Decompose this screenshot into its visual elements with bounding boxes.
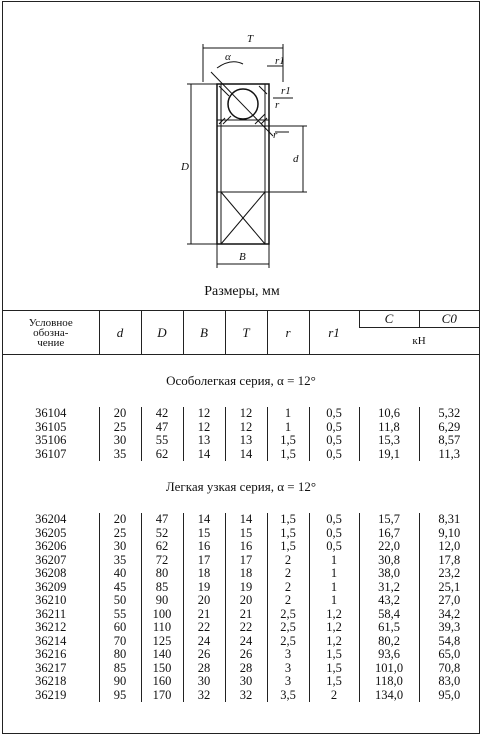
table-cell: 2 bbox=[267, 554, 309, 568]
header-T: T bbox=[225, 311, 267, 355]
table-cell: 8,57 bbox=[419, 434, 479, 448]
table-cell: 1,2 bbox=[309, 635, 359, 649]
table-cell: 62 bbox=[141, 540, 183, 554]
table-row bbox=[3, 527, 479, 541]
table-cell: 31,2 bbox=[359, 581, 419, 595]
table-cell: 72 bbox=[141, 554, 183, 568]
cell-designation: 36204 bbox=[35, 512, 67, 527]
dim-label-r-low: r bbox=[273, 129, 278, 141]
table-cell: 140 bbox=[141, 648, 183, 662]
table-cell: 30 bbox=[225, 675, 267, 689]
cell-designation: 36207 bbox=[35, 552, 67, 567]
table-cell: 21 bbox=[183, 608, 225, 622]
table-cell: 58,4 bbox=[359, 608, 419, 622]
table-cell: 160 bbox=[141, 675, 183, 689]
table-cell: 125 bbox=[141, 635, 183, 649]
table-cell: 25,1 bbox=[419, 581, 479, 595]
table-cell: 28 bbox=[225, 662, 267, 676]
table-row bbox=[3, 675, 479, 689]
table-cell: 55 bbox=[141, 434, 183, 448]
cell-designation: 36206 bbox=[35, 539, 67, 554]
table-cell: 6,29 bbox=[419, 421, 479, 435]
table-cell: 95 bbox=[99, 689, 141, 703]
cell-designation: 36208 bbox=[35, 566, 67, 581]
table-cell: 1 bbox=[309, 581, 359, 595]
table-cell: 1,5 bbox=[267, 527, 309, 541]
cell-designation: 36209 bbox=[35, 579, 67, 594]
table-cell: 27,0 bbox=[419, 594, 479, 608]
cell-designation: 36105 bbox=[35, 419, 67, 434]
bearing-table bbox=[3, 310, 479, 702]
table-cell: 24 bbox=[225, 635, 267, 649]
cell-designation: 36214 bbox=[35, 633, 67, 648]
dim-label-T: T bbox=[247, 33, 254, 45]
table-row bbox=[3, 421, 479, 435]
table-cell: 1,2 bbox=[309, 621, 359, 635]
table-cell: 12 bbox=[183, 421, 225, 435]
table-cell: 19 bbox=[225, 581, 267, 595]
table-row bbox=[3, 608, 479, 622]
table-row bbox=[3, 554, 479, 568]
table-cell: 20 bbox=[99, 513, 141, 527]
table-cell: 62 bbox=[141, 448, 183, 462]
table-cell: 17,8 bbox=[419, 554, 479, 568]
table-cell: 0,5 bbox=[309, 434, 359, 448]
table-cell: 2,5 bbox=[267, 635, 309, 649]
table-cell: 17 bbox=[183, 554, 225, 568]
table-cell: 18 bbox=[183, 567, 225, 581]
table-cell: 23,2 bbox=[419, 567, 479, 581]
table-cell: 15,7 bbox=[359, 513, 419, 527]
table-cell: 19,1 bbox=[359, 448, 419, 462]
header-D: D bbox=[141, 311, 183, 355]
table-cell: 61,5 bbox=[359, 621, 419, 635]
table-cell: 25 bbox=[99, 421, 141, 435]
header-designation bbox=[3, 311, 99, 355]
table-cell: 3,5 bbox=[267, 689, 309, 703]
table-cell: 34,2 bbox=[419, 608, 479, 622]
table-cell: 70,8 bbox=[419, 662, 479, 676]
table-cell: 1,2 bbox=[309, 608, 359, 622]
table-cell: 35 bbox=[99, 554, 141, 568]
table-row bbox=[3, 448, 479, 462]
table-cell: 12 bbox=[225, 407, 267, 421]
dim-label-r1-side: r1 bbox=[281, 85, 291, 97]
table-cell: 16,7 bbox=[359, 527, 419, 541]
table-cell: 11,3 bbox=[419, 448, 479, 462]
table-cell: 26 bbox=[183, 648, 225, 662]
table-cell: 85 bbox=[99, 662, 141, 676]
table-cell: 90 bbox=[141, 594, 183, 608]
header-designation-line-1: Условное bbox=[28, 316, 73, 329]
table-cell: 0,5 bbox=[309, 421, 359, 435]
cell-designation: 36218 bbox=[35, 674, 67, 689]
table-cell: 83,0 bbox=[419, 675, 479, 689]
header-d: d bbox=[99, 311, 141, 355]
table-cell: 1,5 bbox=[267, 434, 309, 448]
table-cell: 2,5 bbox=[267, 621, 309, 635]
table-cell: 19 bbox=[183, 581, 225, 595]
header-C0: C0 bbox=[419, 311, 479, 328]
table-row bbox=[3, 567, 479, 581]
dim-label-B: B bbox=[239, 251, 246, 263]
table-cell: 134,0 bbox=[359, 689, 419, 703]
table-cell: 22 bbox=[225, 621, 267, 635]
table-cell: 0,5 bbox=[309, 540, 359, 554]
table-cell: 20 bbox=[99, 407, 141, 421]
table-cell: 100 bbox=[141, 608, 183, 622]
table-cell: 0,5 bbox=[309, 527, 359, 541]
dim-label-r1-top: r1 bbox=[275, 55, 285, 67]
table-cell: 30 bbox=[183, 675, 225, 689]
table-cell: 1,5 bbox=[309, 648, 359, 662]
figure-caption: Размеры, мм bbox=[204, 284, 280, 299]
table-cell: 1,5 bbox=[309, 675, 359, 689]
table-cell: 0,5 bbox=[309, 448, 359, 462]
table-cell: 93,6 bbox=[359, 648, 419, 662]
table-cell: 12 bbox=[225, 421, 267, 435]
table-cell: 54,8 bbox=[419, 635, 479, 649]
table-cell: 15 bbox=[183, 527, 225, 541]
table-cell: 1,5 bbox=[267, 448, 309, 462]
table-cell: 14 bbox=[225, 448, 267, 462]
table-cell: 14 bbox=[183, 513, 225, 527]
table-cell: 1 bbox=[309, 567, 359, 581]
table-cell: 1 bbox=[267, 407, 309, 421]
header-r: r bbox=[267, 311, 309, 355]
table-cell: 13 bbox=[183, 434, 225, 448]
header-unit-kn: кН bbox=[359, 328, 479, 355]
table-cell: 43,2 bbox=[359, 594, 419, 608]
table-cell: 95,0 bbox=[419, 689, 479, 703]
table-cell: 3 bbox=[267, 662, 309, 676]
table-row bbox=[3, 635, 479, 649]
cell-designation: 35106 bbox=[35, 433, 67, 448]
table-cell: 2 bbox=[309, 689, 359, 703]
table-cell: 0,5 bbox=[309, 513, 359, 527]
header-designation-line-2: обозна- bbox=[33, 326, 69, 339]
table-cell: 52 bbox=[141, 527, 183, 541]
table-cell: 45 bbox=[99, 581, 141, 595]
table-cell: 14 bbox=[183, 448, 225, 462]
table-cell: 11,8 bbox=[359, 421, 419, 435]
table-cell: 20 bbox=[183, 594, 225, 608]
table-cell: 8,31 bbox=[419, 513, 479, 527]
dim-label-D: D bbox=[181, 161, 189, 173]
table-cell: 42 bbox=[141, 407, 183, 421]
page-frame bbox=[2, 1, 480, 734]
table-cell: 50 bbox=[99, 594, 141, 608]
table-cell: 40 bbox=[99, 567, 141, 581]
table-cell: 1 bbox=[309, 594, 359, 608]
cell-designation: 36211 bbox=[35, 606, 67, 621]
table-cell: 30,8 bbox=[359, 554, 419, 568]
table-cell: 30 bbox=[99, 540, 141, 554]
table-cell: 1,5 bbox=[267, 540, 309, 554]
header-designation-line-3: чение bbox=[37, 336, 65, 349]
table-row bbox=[3, 621, 479, 635]
cell-designation: 36219 bbox=[35, 687, 67, 702]
table-cell: 32 bbox=[225, 689, 267, 703]
table-cell: 47 bbox=[141, 513, 183, 527]
table-row bbox=[3, 540, 479, 554]
table-row bbox=[3, 648, 479, 662]
table-cell: 25 bbox=[99, 527, 141, 541]
dim-label-d: d bbox=[293, 153, 299, 165]
table-cell: 170 bbox=[141, 689, 183, 703]
header-B: B bbox=[183, 311, 225, 355]
table-cell: 18 bbox=[225, 567, 267, 581]
table-cell: 80 bbox=[141, 567, 183, 581]
table-cell: 55 bbox=[99, 608, 141, 622]
table-cell: 150 bbox=[141, 662, 183, 676]
bearing-drawing bbox=[3, 2, 481, 310]
bearing-diagram bbox=[3, 2, 481, 302]
angle-label-alpha: α bbox=[225, 51, 231, 63]
table-cell: 24 bbox=[183, 635, 225, 649]
dim-label-r-mid: r bbox=[275, 99, 280, 111]
series-title: Особолегкая серия, α = 12° bbox=[166, 373, 316, 388]
table-cell: 30 bbox=[99, 434, 141, 448]
table-cell: 1 bbox=[267, 421, 309, 435]
table-cell: 65,0 bbox=[419, 648, 479, 662]
cell-designation: 36210 bbox=[35, 593, 67, 608]
table-cell: 80 bbox=[99, 648, 141, 662]
table-cell: 13 bbox=[225, 434, 267, 448]
cell-designation: 36212 bbox=[35, 620, 67, 635]
table-cell: 90 bbox=[99, 675, 141, 689]
table-cell: 3 bbox=[267, 648, 309, 662]
table-row bbox=[3, 434, 479, 448]
table-cell: 12 bbox=[183, 407, 225, 421]
cell-designation: 36216 bbox=[35, 647, 67, 662]
table-cell: 2 bbox=[267, 581, 309, 595]
table-cell: 38,0 bbox=[359, 567, 419, 581]
table-body bbox=[3, 355, 479, 703]
table-cell: 22 bbox=[183, 621, 225, 635]
table-row bbox=[3, 662, 479, 676]
table-cell: 20 bbox=[225, 594, 267, 608]
table-cell: 17 bbox=[225, 554, 267, 568]
table-cell: 15,3 bbox=[359, 434, 419, 448]
table-cell: 110 bbox=[141, 621, 183, 635]
table-row bbox=[3, 407, 479, 421]
table-cell: 14 bbox=[225, 513, 267, 527]
series-title: Легкая узкая серия, α = 12° bbox=[165, 479, 317, 494]
table-cell: 16 bbox=[225, 540, 267, 554]
table-cell: 10,6 bbox=[359, 407, 419, 421]
table-cell: 35 bbox=[99, 448, 141, 462]
table-cell: 2,5 bbox=[267, 608, 309, 622]
header-r1: r1 bbox=[309, 311, 359, 355]
table-cell: 16 bbox=[183, 540, 225, 554]
table-cell: 2 bbox=[267, 567, 309, 581]
cell-designation: 36107 bbox=[35, 446, 67, 461]
table-cell: 118,0 bbox=[359, 675, 419, 689]
table-cell: 2 bbox=[267, 594, 309, 608]
header-C: C bbox=[359, 311, 419, 328]
cell-designation: 36205 bbox=[35, 525, 67, 540]
cell-designation: 36217 bbox=[35, 660, 67, 675]
table-cell: 39,3 bbox=[419, 621, 479, 635]
table-cell: 80,2 bbox=[359, 635, 419, 649]
table-row bbox=[3, 581, 479, 595]
table-cell: 101,0 bbox=[359, 662, 419, 676]
table-cell: 9,10 bbox=[419, 527, 479, 541]
table-cell: 70 bbox=[99, 635, 141, 649]
table-cell: 32 bbox=[183, 689, 225, 703]
table-cell: 21 bbox=[225, 608, 267, 622]
table-cell: 3 bbox=[267, 675, 309, 689]
table-cell: 5,32 bbox=[419, 407, 479, 421]
table-row bbox=[3, 513, 479, 527]
table-cell: 1,5 bbox=[309, 662, 359, 676]
table-cell: 1,5 bbox=[267, 513, 309, 527]
table-cell: 47 bbox=[141, 421, 183, 435]
table-cell: 22,0 bbox=[359, 540, 419, 554]
table-cell: 85 bbox=[141, 581, 183, 595]
table-cell: 1 bbox=[309, 554, 359, 568]
table-cell: 0,5 bbox=[309, 407, 359, 421]
table-cell: 60 bbox=[99, 621, 141, 635]
table-row bbox=[3, 689, 479, 703]
cell-designation: 36104 bbox=[35, 406, 67, 421]
table-cell: 26 bbox=[225, 648, 267, 662]
table-cell: 15 bbox=[225, 527, 267, 541]
table-cell: 12,0 bbox=[419, 540, 479, 554]
table-row bbox=[3, 594, 479, 608]
table-cell: 28 bbox=[183, 662, 225, 676]
